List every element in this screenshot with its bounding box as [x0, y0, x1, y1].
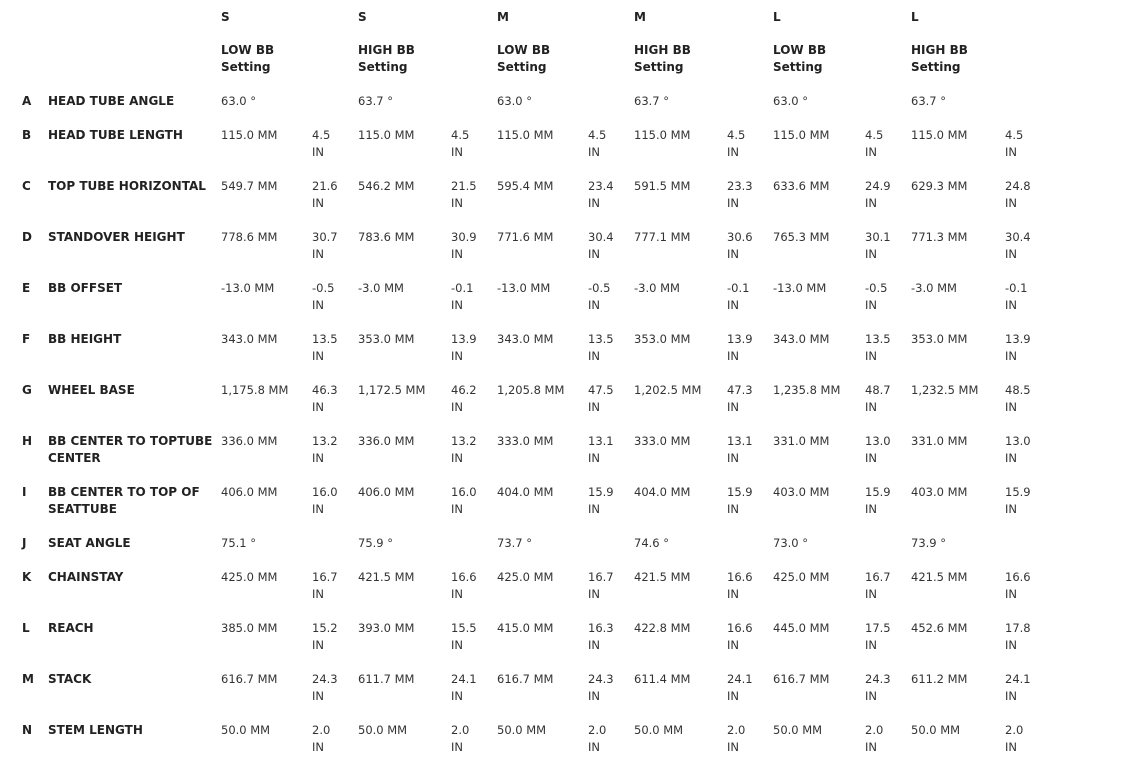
metric-value: 422.8 MM [634, 621, 691, 635]
imperial-unit: IN [588, 400, 600, 414]
imperial-unit: IN [865, 689, 877, 703]
metric-value: 115.0 MM [773, 128, 830, 142]
imperial-unit: IN [1005, 587, 1017, 601]
metric-value: 353.0 MM [911, 332, 968, 346]
imperial-value: 24.1 [727, 672, 753, 686]
row-letter: A [22, 94, 32, 108]
metric-value: 331.0 MM [911, 434, 968, 448]
imperial-value: 13.9 [1005, 332, 1031, 346]
metric-value: 115.0 MM [221, 128, 278, 142]
imperial-unit: IN [451, 740, 463, 754]
metric-value: 425.0 MM [497, 570, 554, 584]
row-label: BB CENTER TO TOPTUBE [48, 434, 213, 448]
imperial-unit: IN [451, 638, 463, 652]
imperial-unit: IN [588, 587, 600, 601]
imperial-value: 13.0 [865, 434, 891, 448]
imperial-value: 30.1 [865, 230, 891, 244]
imperial-value: 16.0 [451, 485, 477, 499]
imperial-value: -0.1 [1005, 281, 1028, 295]
imperial-unit: IN [1005, 298, 1017, 312]
imperial-unit: IN [727, 298, 739, 312]
imperial-value: 2.0 [451, 723, 470, 737]
metric-value: 771.6 MM [497, 230, 554, 244]
imperial-value: 30.9 [451, 230, 477, 244]
imperial-value: 13.1 [727, 434, 753, 448]
imperial-value: 24.1 [1005, 672, 1031, 686]
imperial-value: 13.9 [727, 332, 753, 346]
imperial-value: 16.6 [451, 570, 477, 584]
imperial-unit: IN [1005, 451, 1017, 465]
imperial-unit: IN [451, 689, 463, 703]
imperial-unit: IN [312, 247, 324, 261]
metric-value: 445.0 MM [773, 621, 830, 635]
imperial-value: 13.5 [588, 332, 614, 346]
imperial-value: 23.4 [588, 179, 614, 193]
metric-value: 1,205.8 MM [497, 383, 565, 397]
imperial-value: 48.7 [865, 383, 891, 397]
metric-value: 546.2 MM [358, 179, 415, 193]
column-size-heading: S [221, 10, 230, 24]
row-letter: M [22, 672, 34, 686]
imperial-unit: IN [588, 145, 600, 159]
imperial-value: 15.9 [727, 485, 753, 499]
imperial-value: 16.6 [1005, 570, 1031, 584]
row-label: BB CENTER TO TOP OF [48, 485, 200, 499]
imperial-value: 46.3 [312, 383, 338, 397]
row-label-continued: CENTER [48, 451, 101, 465]
metric-value: 778.6 MM [221, 230, 278, 244]
imperial-value: -0.1 [727, 281, 750, 295]
imperial-value: 30.6 [727, 230, 753, 244]
metric-value: 765.3 MM [773, 230, 830, 244]
metric-value: 616.7 MM [221, 672, 278, 686]
column-setting-heading-sub: Setting [634, 60, 684, 74]
imperial-unit: IN [312, 196, 324, 210]
column-size-heading: M [497, 10, 509, 24]
imperial-unit: IN [451, 349, 463, 363]
imperial-value: 46.2 [451, 383, 477, 397]
imperial-value: 16.7 [865, 570, 891, 584]
imperial-unit: IN [312, 349, 324, 363]
metric-value: 415.0 MM [497, 621, 554, 635]
metric-value: 115.0 MM [634, 128, 691, 142]
metric-value: 1,202.5 MM [634, 383, 702, 397]
imperial-unit: IN [727, 145, 739, 159]
metric-value: 421.5 MM [358, 570, 415, 584]
imperial-unit: IN [1005, 247, 1017, 261]
row-label: HEAD TUBE ANGLE [48, 94, 175, 108]
metric-value: 353.0 MM [634, 332, 691, 346]
metric-value: 549.7 MM [221, 179, 278, 193]
imperial-unit: IN [588, 247, 600, 261]
imperial-unit: IN [865, 638, 877, 652]
metric-value: 783.6 MM [358, 230, 415, 244]
metric-value: 50.0 MM [773, 723, 823, 737]
row-letter: B [22, 128, 32, 142]
metric-value: 63.7 ° [911, 94, 947, 108]
metric-value: 50.0 MM [358, 723, 408, 737]
row-letter: J [22, 536, 27, 550]
imperial-value: 47.5 [588, 383, 614, 397]
imperial-value: 15.9 [1005, 485, 1031, 499]
imperial-value: 23.3 [727, 179, 753, 193]
imperial-value: 2.0 [865, 723, 884, 737]
imperial-unit: IN [451, 196, 463, 210]
row-label: TOP TUBE HORIZONTAL [48, 179, 206, 193]
row-label: WHEEL BASE [48, 383, 135, 397]
column-setting-heading-sub: Setting [358, 60, 408, 74]
metric-value: 771.3 MM [911, 230, 968, 244]
column-size-heading: S [358, 10, 367, 24]
row-letter: C [22, 179, 31, 193]
imperial-unit: IN [1005, 689, 1017, 703]
imperial-value: 16.6 [727, 570, 753, 584]
metric-value: 50.0 MM [221, 723, 271, 737]
column-setting-heading: HIGH BB [358, 43, 415, 57]
imperial-unit: IN [865, 740, 877, 754]
imperial-unit: IN [588, 349, 600, 363]
imperial-value: 4.5 [451, 128, 470, 142]
row-label: SEAT ANGLE [48, 536, 131, 550]
imperial-value: 4.5 [588, 128, 607, 142]
row-label-continued: SEATTUBE [48, 502, 117, 516]
imperial-unit: IN [1005, 400, 1017, 414]
imperial-value: 4.5 [865, 128, 884, 142]
imperial-value: 13.9 [451, 332, 477, 346]
imperial-value: 13.0 [1005, 434, 1031, 448]
metric-value: 73.7 ° [497, 536, 533, 550]
metric-value: 336.0 MM [358, 434, 415, 448]
metric-value: 73.0 ° [773, 536, 809, 550]
metric-value: -13.0 MM [773, 281, 827, 295]
imperial-unit: IN [588, 196, 600, 210]
metric-value: 421.5 MM [911, 570, 968, 584]
imperial-value: 24.3 [588, 672, 614, 686]
metric-value: 50.0 MM [911, 723, 961, 737]
column-setting-heading: HIGH BB [911, 43, 968, 57]
imperial-unit: IN [451, 247, 463, 261]
metric-value: 1,172.5 MM [358, 383, 426, 397]
imperial-value: 17.5 [865, 621, 891, 635]
imperial-value: 15.9 [865, 485, 891, 499]
imperial-value: 4.5 [727, 128, 746, 142]
metric-value: 63.0 ° [773, 94, 809, 108]
metric-value: 611.7 MM [358, 672, 415, 686]
imperial-value: -0.5 [588, 281, 611, 295]
column-setting-heading: LOW BB [221, 43, 275, 57]
imperial-value: 24.8 [1005, 179, 1031, 193]
imperial-value: 16.3 [588, 621, 614, 635]
imperial-value: 2.0 [312, 723, 331, 737]
imperial-unit: IN [451, 502, 463, 516]
row-label: STACK [48, 672, 92, 686]
metric-value: 115.0 MM [497, 128, 554, 142]
imperial-value: 30.7 [312, 230, 338, 244]
metric-value: 403.0 MM [911, 485, 968, 499]
row-letter: N [22, 723, 33, 737]
imperial-unit: IN [727, 587, 739, 601]
imperial-unit: IN [588, 451, 600, 465]
imperial-unit: IN [588, 298, 600, 312]
metric-value: -3.0 MM [634, 281, 680, 295]
imperial-value: 16.7 [588, 570, 614, 584]
metric-value: 1,175.8 MM [221, 383, 289, 397]
imperial-value: 15.2 [312, 621, 338, 635]
imperial-unit: IN [312, 502, 324, 516]
metric-value: 406.0 MM [358, 485, 415, 499]
row-letter: I [22, 485, 27, 499]
column-setting-heading-sub: Setting [773, 60, 823, 74]
column-setting-heading: LOW BB [773, 43, 827, 57]
imperial-unit: IN [451, 400, 463, 414]
metric-value: 616.7 MM [773, 672, 830, 686]
metric-value: 74.6 ° [634, 536, 670, 550]
imperial-unit: IN [865, 502, 877, 516]
row-letter: F [22, 332, 31, 346]
imperial-unit: IN [451, 145, 463, 159]
metric-value: 595.4 MM [497, 179, 554, 193]
imperial-unit: IN [727, 196, 739, 210]
metric-value: 1,232.5 MM [911, 383, 979, 397]
metric-value: 115.0 MM [358, 128, 415, 142]
row-letter: H [22, 434, 33, 448]
imperial-value: 24.3 [865, 672, 891, 686]
row-letter: D [22, 230, 32, 244]
imperial-unit: IN [312, 689, 324, 703]
imperial-value: 16.6 [727, 621, 753, 635]
metric-value: 452.6 MM [911, 621, 968, 635]
metric-value: 50.0 MM [634, 723, 684, 737]
metric-value: 353.0 MM [358, 332, 415, 346]
imperial-unit: IN [588, 689, 600, 703]
metric-value: 633.6 MM [773, 179, 830, 193]
imperial-value: 2.0 [1005, 723, 1024, 737]
imperial-unit: IN [727, 451, 739, 465]
column-size-heading: M [634, 10, 646, 24]
metric-value: -13.0 MM [497, 281, 551, 295]
row-letter: L [22, 621, 30, 635]
imperial-unit: IN [865, 587, 877, 601]
imperial-value: 2.0 [588, 723, 607, 737]
imperial-unit: IN [727, 349, 739, 363]
metric-value: 331.0 MM [773, 434, 830, 448]
metric-value: 333.0 MM [497, 434, 554, 448]
metric-value: 63.0 ° [497, 94, 533, 108]
metric-value: 336.0 MM [221, 434, 278, 448]
imperial-value: 24.3 [312, 672, 338, 686]
metric-value: 333.0 MM [634, 434, 691, 448]
metric-value: 63.0 ° [221, 94, 257, 108]
imperial-unit: IN [312, 740, 324, 754]
metric-value: 403.0 MM [773, 485, 830, 499]
metric-value: 611.4 MM [634, 672, 691, 686]
metric-value: 404.0 MM [634, 485, 691, 499]
metric-value: 611.2 MM [911, 672, 968, 686]
metric-value: -3.0 MM [358, 281, 404, 295]
imperial-value: 13.5 [312, 332, 338, 346]
imperial-unit: IN [1005, 638, 1017, 652]
row-label: BB OFFSET [48, 281, 123, 295]
metric-value: 591.5 MM [634, 179, 691, 193]
row-letter: G [22, 383, 32, 397]
metric-value: 343.0 MM [773, 332, 830, 346]
imperial-value: 13.2 [312, 434, 338, 448]
imperial-value: 48.5 [1005, 383, 1031, 397]
imperial-value: 4.5 [312, 128, 331, 142]
imperial-unit: IN [312, 638, 324, 652]
imperial-unit: IN [312, 587, 324, 601]
imperial-unit: IN [312, 400, 324, 414]
imperial-value: 21.6 [312, 179, 338, 193]
imperial-value: 13.1 [588, 434, 614, 448]
row-label: HEAD TUBE LENGTH [48, 128, 183, 142]
imperial-unit: IN [312, 298, 324, 312]
imperial-value: 21.5 [451, 179, 477, 193]
imperial-unit: IN [727, 502, 739, 516]
imperial-unit: IN [865, 145, 877, 159]
imperial-value: 4.5 [1005, 128, 1024, 142]
imperial-unit: IN [865, 349, 877, 363]
metric-value: 425.0 MM [221, 570, 278, 584]
metric-value: 629.3 MM [911, 179, 968, 193]
imperial-unit: IN [588, 502, 600, 516]
imperial-value: -0.1 [451, 281, 474, 295]
imperial-unit: IN [1005, 349, 1017, 363]
imperial-value: 47.3 [727, 383, 753, 397]
row-label: BB HEIGHT [48, 332, 122, 346]
row-letter: K [22, 570, 32, 584]
column-setting-heading-sub: Setting [911, 60, 961, 74]
imperial-value: 30.4 [1005, 230, 1031, 244]
imperial-value: 2.0 [727, 723, 746, 737]
metric-value: 115.0 MM [911, 128, 968, 142]
metric-value: 75.1 ° [221, 536, 257, 550]
row-label: CHAINSTAY [48, 570, 124, 584]
row-letter: E [22, 281, 31, 295]
imperial-unit: IN [865, 196, 877, 210]
imperial-value: 15.9 [588, 485, 614, 499]
metric-value: 404.0 MM [497, 485, 554, 499]
imperial-value: 24.1 [451, 672, 477, 686]
metric-value: 406.0 MM [221, 485, 278, 499]
metric-value: -3.0 MM [911, 281, 957, 295]
imperial-unit: IN [1005, 145, 1017, 159]
row-label: REACH [48, 621, 94, 635]
metric-value: 343.0 MM [497, 332, 554, 346]
imperial-unit: IN [865, 451, 877, 465]
imperial-unit: IN [865, 298, 877, 312]
imperial-unit: IN [727, 689, 739, 703]
imperial-unit: IN [588, 740, 600, 754]
imperial-unit: IN [451, 451, 463, 465]
imperial-value: -0.5 [865, 281, 888, 295]
imperial-value: 30.4 [588, 230, 614, 244]
row-label: STEM LENGTH [48, 723, 143, 737]
imperial-unit: IN [312, 145, 324, 159]
imperial-value: 16.7 [312, 570, 338, 584]
imperial-unit: IN [1005, 196, 1017, 210]
metric-value: 425.0 MM [773, 570, 830, 584]
metric-value: 616.7 MM [497, 672, 554, 686]
metric-value: 1,235.8 MM [773, 383, 841, 397]
metric-value: -13.0 MM [221, 281, 275, 295]
imperial-value: 24.9 [865, 179, 891, 193]
imperial-value: -0.5 [312, 281, 335, 295]
metric-value: 343.0 MM [221, 332, 278, 346]
metric-value: 63.7 ° [358, 94, 394, 108]
imperial-unit: IN [1005, 740, 1017, 754]
metric-value: 421.5 MM [634, 570, 691, 584]
metric-value: 75.9 ° [358, 536, 394, 550]
imperial-unit: IN [727, 247, 739, 261]
metric-value: 73.9 ° [911, 536, 947, 550]
column-size-heading: L [773, 10, 781, 24]
column-size-heading: L [911, 10, 919, 24]
imperial-unit: IN [1005, 502, 1017, 516]
column-setting-heading-sub: Setting [221, 60, 271, 74]
metric-value: 777.1 MM [634, 230, 691, 244]
imperial-unit: IN [865, 400, 877, 414]
metric-value: 63.7 ° [634, 94, 670, 108]
imperial-unit: IN [727, 400, 739, 414]
imperial-value: 15.5 [451, 621, 477, 635]
imperial-unit: IN [312, 451, 324, 465]
metric-value: 50.0 MM [497, 723, 547, 737]
imperial-value: 17.8 [1005, 621, 1031, 635]
imperial-unit: IN [451, 587, 463, 601]
imperial-unit: IN [588, 638, 600, 652]
imperial-value: 13.2 [451, 434, 477, 448]
metric-value: 385.0 MM [221, 621, 278, 635]
imperial-value: 16.0 [312, 485, 338, 499]
imperial-value: 13.5 [865, 332, 891, 346]
imperial-unit: IN [727, 740, 739, 754]
imperial-unit: IN [865, 247, 877, 261]
column-setting-heading: HIGH BB [634, 43, 691, 57]
column-setting-heading: LOW BB [497, 43, 551, 57]
metric-value: 393.0 MM [358, 621, 415, 635]
imperial-unit: IN [451, 298, 463, 312]
row-label: STANDOVER HEIGHT [48, 230, 185, 244]
column-setting-heading-sub: Setting [497, 60, 547, 74]
imperial-unit: IN [727, 638, 739, 652]
